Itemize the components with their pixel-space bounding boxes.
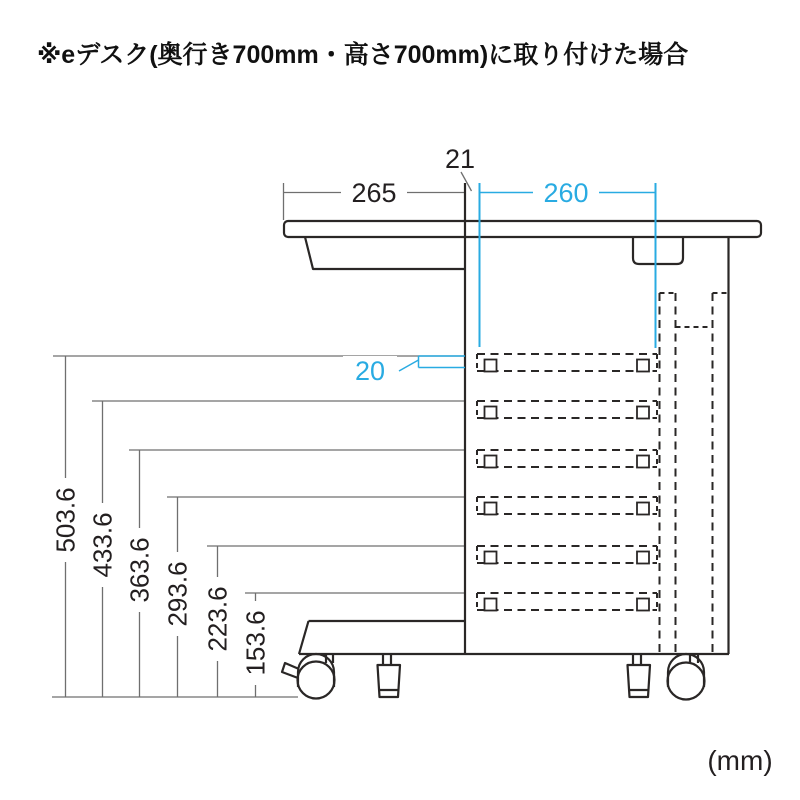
dim-height-2 bbox=[88, 503, 118, 587]
dim-height-4 bbox=[163, 552, 193, 636]
svg-text:293.6: 293.6 bbox=[162, 561, 193, 627]
dim-height-3 bbox=[125, 528, 155, 612]
dim-height-6 bbox=[241, 601, 271, 685]
shelf-hole-left bbox=[485, 360, 497, 372]
gap-leader-line bbox=[461, 172, 472, 191]
dim-top-left bbox=[341, 178, 407, 208]
base-frame bbox=[299, 621, 729, 654]
shelf-slot-3 bbox=[477, 450, 657, 468]
caster-brake-lever bbox=[282, 663, 299, 678]
dim-gap-value: 21 bbox=[444, 144, 476, 174]
dim-top-left-value: 265 bbox=[351, 178, 397, 208]
accent-dimension-lines bbox=[399, 183, 656, 371]
rear-caster bbox=[668, 654, 705, 700]
shelf-slot-6 bbox=[477, 593, 657, 611]
shelf-slot-1 bbox=[477, 354, 657, 372]
svg-text:433.6: 433.6 bbox=[87, 512, 118, 578]
unit-label: (mm) bbox=[707, 745, 773, 776]
under-desk-tray bbox=[305, 237, 465, 269]
desk-top bbox=[284, 221, 761, 237]
svg-text:153.6: 153.6 bbox=[240, 610, 271, 676]
dim-height-1 bbox=[51, 478, 81, 562]
dim-top-right-value: 260 bbox=[543, 178, 589, 208]
rear-foot bbox=[628, 654, 651, 697]
dim-pitch-value: 20 bbox=[354, 356, 386, 386]
shelf-slot-5 bbox=[477, 546, 657, 564]
drawing-title: ※eデスク(奥行き700mm・高さ700mm)に取り付けた場合 bbox=[37, 41, 689, 69]
dim-pitch bbox=[343, 356, 397, 386]
front-foot bbox=[378, 654, 401, 697]
clamp-bracket bbox=[633, 237, 683, 264]
hidden-column-dashed bbox=[660, 293, 729, 654]
dim-height-5 bbox=[203, 577, 233, 661]
shelf-hole-right bbox=[637, 360, 649, 372]
dim-top-right bbox=[533, 178, 599, 208]
svg-text:503.6: 503.6 bbox=[50, 487, 81, 553]
pitch-dimension bbox=[419, 356, 466, 368]
shelf-slot-2 bbox=[477, 401, 657, 419]
pitch-leader-line bbox=[399, 360, 419, 371]
svg-text:223.6: 223.6 bbox=[202, 586, 233, 652]
front-caster bbox=[282, 654, 335, 699]
svg-text:363.6: 363.6 bbox=[124, 537, 155, 603]
shelf-slot-4 bbox=[477, 497, 657, 515]
